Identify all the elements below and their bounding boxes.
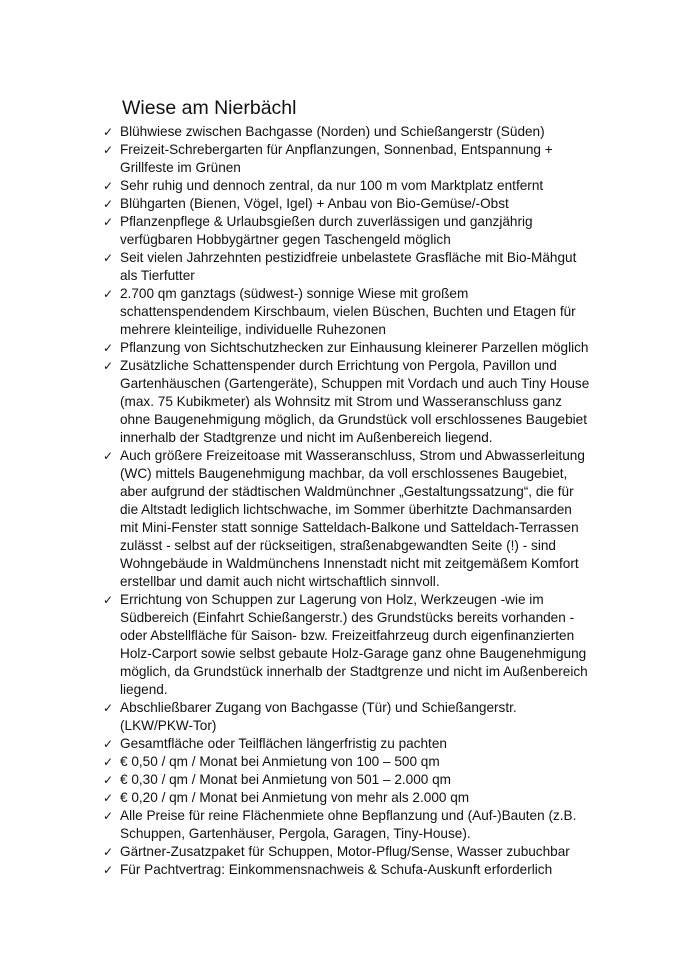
checkmark-icon: ✓ [103, 845, 114, 859]
list-item-line: (max. 75 Kubikmeter) als Wohnsitz mit Strom und Wasseranschluss ganz [120, 394, 562, 409]
list-item-line: 2.700 qm ganztags (südwest-) sonnige Wiese mit großem [120, 286, 469, 301]
checkmark-icon: ✓ [103, 143, 114, 157]
list-item [103, 447, 585, 591]
list-item-line: (LKW/PKW-Tor) [120, 718, 217, 733]
list-item-line: Gartenhäuschen (Gartengeräte), Schuppen mit Vordach und auch Tiny House [120, 376, 590, 391]
list-item-line: Sehr ruhig und dennoch zentral, da nur 100 m vom Marktplatz entfernt [120, 178, 544, 193]
checkmark-icon: ✓ [103, 755, 114, 769]
list-item-line: Grillfeste im Grünen [120, 160, 241, 175]
list-item [103, 141, 573, 177]
list-item [103, 249, 577, 285]
list-item-line: mehrere kleinteilige, individuelle Ruhezonen [120, 322, 386, 337]
list-item-line: möglich, da Grundstück innerhalb der Stadtgrenze und nicht im Außenbereich [120, 664, 588, 679]
checkmark-icon: ✓ [103, 215, 114, 229]
list-item-line: ohne Baugenehmigung möglich, da Grundstück voll erschlossenes Baugebiet [120, 412, 588, 427]
list-item-line: Abschließbarer Zugang von Bachgasse (Tür) und Schießangerstr. [120, 700, 517, 715]
list-item-line: liegend. [120, 682, 168, 697]
list-item [103, 753, 573, 771]
checkmark-icon: ✓ [103, 287, 114, 301]
list-item-line: Alle Preise für reine Flächenmiete ohne Bepflanzung und (Auf-)Bauten (z.B. [120, 808, 577, 823]
checkmark-icon: ✓ [103, 701, 114, 715]
list-item-line: aber aufgrund der städtischen Waldmünchner „Gestaltungssatzung“, die für [120, 484, 574, 499]
list-item-line: Blühwiese zwischen Bachgasse (Norden) und Schießangerstr (Süden) [120, 124, 545, 139]
list-item-line: mit Mini-Fenster statt sonnige Satteldach-Balkone und Satteldach-Terrassen [120, 520, 579, 535]
list-item-line: Gesamtfläche oder Teilflächen längerfristig zu pachten [120, 736, 447, 751]
list-item-line: zulässt - selbst auf der rückseitigen, straßenabgewandten Seite (!) - sind [120, 538, 556, 553]
list-item [103, 807, 577, 843]
list-item-line: Für Pachtvertrag: Einkommensnachweis & Schufa-Auskunft erforderlich [120, 862, 553, 877]
list-item-line: Südbereich (Einfahrt Schießangerstr.) des Grundstücks bereits vorhanden - [120, 610, 575, 625]
list-item [103, 339, 589, 357]
checkmark-icon: ✓ [103, 179, 114, 193]
list-item-line: (WC) mittels Baugenehmigung machbar, da voll erschlossenes Baugebiet, [120, 466, 568, 481]
list-item [103, 861, 573, 879]
checkmark-icon: ✓ [103, 341, 114, 355]
list-item [103, 213, 573, 249]
checkmark-icon: ✓ [103, 863, 114, 877]
list-item-line: die Altstadt lediglich lichtschwache, im Sommer überhitzte Dachmansarden [120, 502, 572, 517]
list-item-line: Auch größere Freizeitoase mit Wasseranschluss, Strom und Abwasserleitung [120, 448, 585, 463]
checkmark-icon: ✓ [103, 251, 114, 265]
checkmark-icon: ✓ [103, 809, 114, 823]
list-item [103, 789, 573, 807]
list-item [103, 285, 576, 339]
list-item-line: erstellbar und damit auch nicht wirtschaftlich sinnvoll. [120, 574, 440, 589]
list-item-line: € 0,20 / qm / Monat bei Anmietung von mehr als 2.000 qm [120, 790, 470, 805]
list-item-line: Errichtung von Schuppen zur Lagerung von Holz, Werkzeugen -wie im [120, 592, 544, 607]
list-item-line: verfügbaren Hobbygärtner gegen Taschengeld möglich [120, 232, 451, 247]
list-item-line: € 0,50 / qm / Monat bei Anmietung von 100 – 500 qm [120, 754, 440, 769]
list-item [103, 591, 588, 699]
list-item-line: innerhalb der Stadtgrenze und nicht im Außenbereich liegend. [120, 430, 493, 445]
checkmark-icon: ✓ [103, 791, 114, 805]
bullet-list [103, 123, 590, 879]
checkmark-icon: ✓ [103, 449, 114, 463]
list-item [103, 771, 573, 789]
list-item-line: Pflanzenpflege & Urlaubsgießen durch zuverlässigen und ganzjährig [120, 214, 533, 229]
list-item [103, 735, 573, 753]
list-item-line: Seit vielen Jahrzehnten pestizidfreie unbelastete Grasfläche mit Bio-Mähgut [120, 250, 577, 265]
list-item-line: € 0,30 / qm / Monat bei Anmietung von 501 – 2.000 qm [120, 772, 451, 787]
list-item [103, 357, 590, 447]
list-item-line: Blühgarten (Bienen, Vögel, Igel) + Anbau von Bio-Gemüse/-Obst [120, 196, 509, 211]
list-item-line: Pflanzung von Sichtschutzhecken zur Einhausung kleinerer Parzellen möglich [120, 340, 589, 355]
list-item-line: Zusätzliche Schattenspender durch Errichtung von Pergola, Pavillon und [120, 358, 557, 373]
list-item-line: schattenspendendem Kirschbaum, vielen Büschen, Buchten und Etagen für [120, 304, 576, 319]
list-item [103, 177, 573, 195]
list-item [103, 699, 573, 735]
list-item-line: Holz-Carport sowie selbst gebaute Holz-Garage ganz ohne Baugenehmigung [120, 646, 587, 661]
list-item-line: Freizeit-Schrebergarten für Anpflanzungen, Sonnenbad, Entspannung + [120, 142, 553, 157]
checkmark-icon: ✓ [103, 197, 114, 211]
list-item-line: Schuppen, Gartenhäuser, Pergola, Garagen, Tiny-House). [120, 826, 471, 841]
list-item-line: Gärtner-Zusatzpaket für Schuppen, Motor-Pflug/Sense, Wasser zubuchbar [120, 844, 570, 859]
checkmark-icon: ✓ [103, 773, 114, 787]
list-item-line: oder Abstellfläche für Saison- bzw. Freizeitfahrzeug durch eigenfinanzierten [120, 628, 575, 643]
list-item-line: Wohngebäude in Waldmünchens Innenstadt nicht mit zeitgemäßem Komfort [120, 556, 579, 571]
list-item-line: als Tierfutter [120, 268, 195, 283]
list-item [103, 843, 573, 861]
checkmark-icon: ✓ [103, 737, 114, 751]
document-title: Wiese am Nierbächl [122, 97, 297, 119]
list-item [103, 123, 573, 141]
list-item [103, 195, 573, 213]
checkmark-icon: ✓ [103, 125, 114, 139]
checkmark-icon: ✓ [103, 593, 114, 607]
checkmark-icon: ✓ [103, 359, 114, 373]
